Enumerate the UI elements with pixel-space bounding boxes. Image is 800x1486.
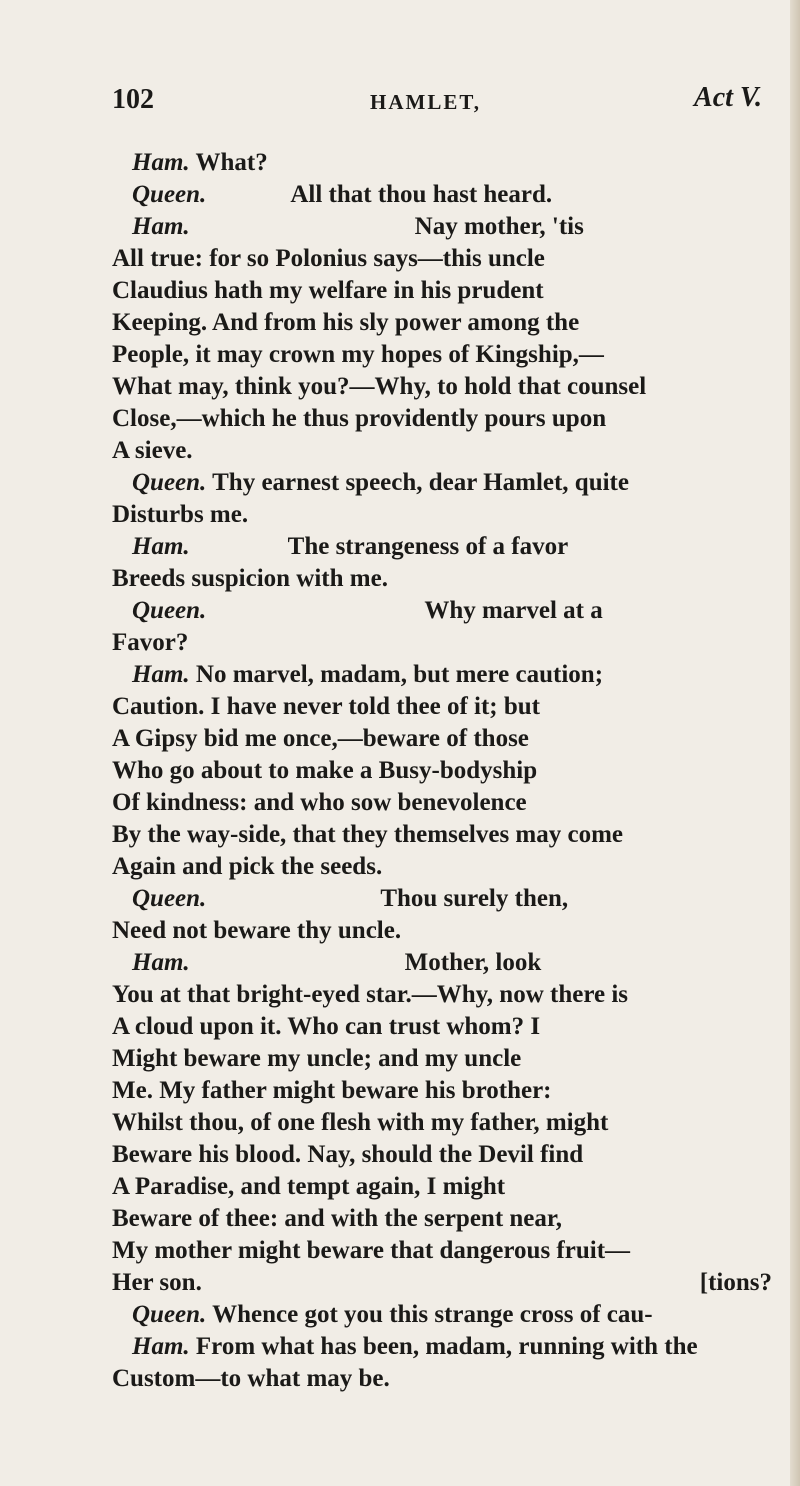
text-line xyxy=(112,787,772,819)
line-text: Who go about to make a Busy-bodyship xyxy=(112,757,538,784)
text-line xyxy=(112,915,772,947)
text-line xyxy=(112,403,772,435)
line-text: Thy earnest speech, dear Hamlet, quite xyxy=(212,469,629,496)
text-line xyxy=(112,723,772,755)
speaker-name: Ham. xyxy=(132,149,190,176)
line-text: Breeds suspicion with me. xyxy=(112,565,388,592)
line-text: The strangeness of a favor xyxy=(287,533,569,560)
line-text: Whilst thou, of one flesh with my father, might xyxy=(112,1109,609,1136)
line-text: Beware his blood. Nay, should the Devil find xyxy=(112,1141,584,1168)
text-line xyxy=(112,179,772,211)
line-text: Claudius hath my welfare in his prudent xyxy=(112,277,544,304)
line-text: Favor? xyxy=(112,629,189,656)
line-text: Beware of thee: and with the serpent near, xyxy=(112,1205,562,1232)
text-line xyxy=(112,947,772,979)
line-text: Me. My father might beware his brother: xyxy=(112,1077,552,1104)
speaker-name: Queen. xyxy=(132,469,207,496)
line-text: People, it may crown my hopes of Kingship,— xyxy=(112,341,604,368)
line-text: Might beware my uncle; and my uncle xyxy=(112,1045,522,1072)
text-line xyxy=(112,211,772,243)
text-line xyxy=(112,1075,772,1107)
speaker-name: Queen. xyxy=(132,885,207,912)
text-line xyxy=(112,1363,772,1395)
line-text: All true: for so Polonius says—this uncle xyxy=(112,245,545,272)
text-line xyxy=(112,275,772,307)
text-line xyxy=(112,659,772,691)
line-text: A Paradise, and tempt again, I might xyxy=(112,1173,506,1200)
line-text: A sieve. xyxy=(112,437,193,464)
line-text: Of kindness: and who sow benevolence xyxy=(112,789,527,816)
text-line xyxy=(112,339,772,371)
text-line xyxy=(112,1011,772,1043)
line-text: What? xyxy=(195,149,268,176)
speaker-name: Queen. xyxy=(132,597,207,624)
line-text: My mother might beware that dangerous fruit— xyxy=(112,1237,631,1264)
line-text: Need not beware thy uncle. xyxy=(112,917,402,944)
text-line xyxy=(112,1235,772,1267)
speaker-name: Ham. xyxy=(132,661,190,688)
text-line xyxy=(112,627,772,659)
line-text: Mother, look xyxy=(404,949,542,976)
text-line xyxy=(112,307,772,339)
text-line xyxy=(112,851,772,883)
line-text: From what has been, madam, running with the xyxy=(195,1333,698,1360)
line-text: A cloud upon it. Who can trust whom? I xyxy=(112,1013,541,1040)
text-line xyxy=(112,819,772,851)
text-line xyxy=(112,531,772,563)
text-line xyxy=(112,1203,772,1235)
text-line xyxy=(112,243,772,275)
line-text: Why marvel at a xyxy=(424,597,603,624)
speaker-name: Ham. xyxy=(132,533,190,560)
line-text: Nay mother, 'tis xyxy=(414,213,584,240)
text-line xyxy=(112,1331,772,1363)
text-line xyxy=(112,563,772,595)
dialogue-text xyxy=(112,147,772,1395)
text-line xyxy=(112,979,772,1011)
line-text: Disturbs me. xyxy=(112,501,249,528)
line-text: Keeping. And from his sly power among the xyxy=(112,309,580,336)
speaker-name: Queen. xyxy=(132,181,207,208)
text-line xyxy=(112,1171,772,1203)
text-line xyxy=(112,467,772,499)
text-line xyxy=(112,883,772,915)
line-text: Close,—which he thus providently pours upon xyxy=(112,405,607,432)
line-text: Whence got you this strange cross of cau- xyxy=(212,1301,653,1328)
line-text: Custom—to what may be. xyxy=(112,1365,390,1392)
text-line xyxy=(112,499,772,531)
text-line xyxy=(112,595,772,627)
line-text: Caution. I have never told thee of it; but xyxy=(112,693,541,720)
text-line xyxy=(112,1139,772,1171)
line-text: Her son. xyxy=(112,1269,202,1296)
text-line xyxy=(112,691,772,723)
text-line xyxy=(112,147,772,179)
line-text: You at that bright-eyed star.—Why, now there is xyxy=(112,981,628,1008)
page-header xyxy=(112,82,762,122)
line-text: Again and pick the seeds. xyxy=(112,853,383,880)
running-title: HAMLET, xyxy=(370,90,482,114)
text-line xyxy=(112,1043,772,1075)
speaker-name: Ham. xyxy=(132,949,190,976)
text-line xyxy=(112,435,772,467)
line-text: A Gipsy bid me once,—beware of those xyxy=(112,725,529,752)
speaker-name: Ham. xyxy=(132,213,190,240)
text-line xyxy=(112,1267,772,1299)
page-number: 102 xyxy=(112,84,154,115)
line-text: What may, think you?—Why, to hold that counsel xyxy=(112,373,647,400)
text-line xyxy=(112,1107,772,1139)
act-label: Act V. xyxy=(694,82,762,113)
line-text: No marvel, madam, but mere caution; xyxy=(195,661,604,688)
line-text: Thou surely then, xyxy=(380,885,569,912)
line-continuation: [tions? xyxy=(699,1269,772,1296)
speaker-name: Ham. xyxy=(132,1333,190,1360)
text-line xyxy=(112,371,772,403)
speaker-name: Queen. xyxy=(132,1301,207,1328)
page-edge-shadow xyxy=(790,0,800,1486)
text-line xyxy=(112,1299,772,1331)
line-text: By the way-side, that they themselves may come xyxy=(112,821,624,848)
text-line xyxy=(112,755,772,787)
line-text: All that thou hast heard. xyxy=(290,181,553,208)
